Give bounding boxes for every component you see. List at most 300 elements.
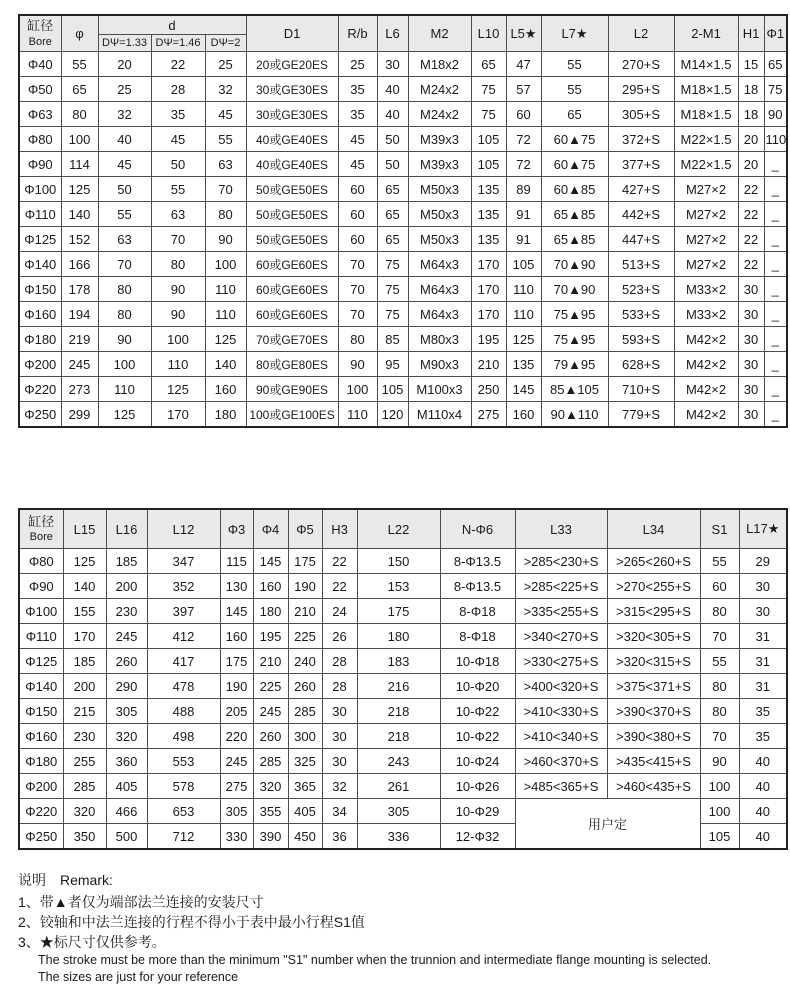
bore-cell: Φ180 xyxy=(19,327,61,352)
table-row xyxy=(19,574,787,599)
value-cell: 190 xyxy=(288,574,322,599)
value-cell: 95 xyxy=(377,352,408,377)
value-cell: M64x3 xyxy=(408,252,471,277)
value-cell: 498 xyxy=(147,724,220,749)
col-header-l15: L15 xyxy=(63,509,106,549)
value-cell: 325 xyxy=(288,749,322,774)
value-cell: 628+S xyxy=(608,352,674,377)
value-cell: _ xyxy=(764,352,787,377)
remark-english-2: The sizes are just for your reference xyxy=(38,970,239,984)
bore-cell: Φ80 xyxy=(19,127,61,152)
value-cell: 55 xyxy=(98,202,151,227)
value-cell: 170 xyxy=(471,302,506,327)
value-cell: 110 xyxy=(205,302,246,327)
bore-cell: Φ220 xyxy=(19,377,61,402)
value-cell: 295+S xyxy=(608,77,674,102)
value-cell: >320<315+S xyxy=(607,649,700,674)
col-header-d-psi-146: DΨ=1.46 xyxy=(151,35,205,52)
value-cell: 47 xyxy=(506,52,541,77)
value-cell: 110 xyxy=(506,277,541,302)
value-cell: 320 xyxy=(63,799,106,824)
value-cell: 170 xyxy=(151,402,205,428)
table-row xyxy=(19,202,787,227)
table-row xyxy=(19,774,787,799)
col-header-l17: L17★ xyxy=(739,509,787,549)
value-cell: 243 xyxy=(357,749,440,774)
value-cell: M24x2 xyxy=(408,77,471,102)
value-cell: 40或GE40ES xyxy=(246,127,338,152)
value-cell: 35 xyxy=(739,724,787,749)
value-cell: >485<365+S xyxy=(515,774,607,799)
value-cell: 60▲75 xyxy=(541,127,608,152)
table-row xyxy=(19,402,787,428)
value-cell: 65▲85 xyxy=(541,227,608,252)
table-row xyxy=(19,799,787,824)
value-cell: 30 xyxy=(739,599,787,624)
value-cell: 40或GE40ES xyxy=(246,152,338,177)
value-cell: M27×2 xyxy=(674,227,738,252)
value-cell: 90 xyxy=(205,227,246,252)
value-cell: 36 xyxy=(322,824,357,850)
col-header-h1: H1 xyxy=(738,15,764,52)
value-cell: 55 xyxy=(151,177,205,202)
value-cell: 180 xyxy=(205,402,246,428)
value-cell: 372+S xyxy=(608,127,674,152)
table-row xyxy=(19,549,787,574)
value-cell: 653 xyxy=(147,799,220,824)
value-cell: 261 xyxy=(357,774,440,799)
bore-cell: Φ100 xyxy=(19,599,63,624)
value-cell: 125 xyxy=(151,377,205,402)
value-cell: 185 xyxy=(63,649,106,674)
value-cell: 90 xyxy=(700,749,739,774)
value-cell: 50 xyxy=(377,127,408,152)
value-cell: 500 xyxy=(106,824,147,850)
value-cell: 245 xyxy=(253,699,288,724)
value-cell: 70▲90 xyxy=(541,252,608,277)
value-cell: >435<415+S xyxy=(607,749,700,774)
value-cell: 10-Φ20 xyxy=(440,674,515,699)
value-cell: _ xyxy=(764,277,787,302)
bore-cell: Φ90 xyxy=(19,574,63,599)
value-cell: 260 xyxy=(253,724,288,749)
value-cell: 45 xyxy=(338,127,377,152)
value-cell: 60▲75 xyxy=(541,152,608,177)
bore-cell: Φ140 xyxy=(19,674,63,699)
value-cell: M42×2 xyxy=(674,377,738,402)
value-cell: 65 xyxy=(764,52,787,77)
table-row xyxy=(19,377,787,402)
value-cell: 45 xyxy=(151,127,205,152)
value-cell: 70 xyxy=(205,177,246,202)
value-cell: 397 xyxy=(147,599,220,624)
col-header-h3: H3 xyxy=(322,509,357,549)
value-cell: 153 xyxy=(357,574,440,599)
value-cell: 8-Φ13.5 xyxy=(440,549,515,574)
value-cell: 110 xyxy=(764,127,787,152)
table-row xyxy=(19,352,787,377)
value-cell: 466 xyxy=(106,799,147,824)
value-cell: 70 xyxy=(98,252,151,277)
value-cell: 105 xyxy=(471,152,506,177)
value-cell: 135 xyxy=(471,227,506,252)
value-cell: 100 xyxy=(151,327,205,352)
value-cell: 478 xyxy=(147,674,220,699)
value-cell: M50x3 xyxy=(408,177,471,202)
remark-item-3: 3、★标尺寸仅供参考。 xyxy=(18,934,166,950)
value-cell: 216 xyxy=(357,674,440,699)
col-header-nphi6: N-Φ6 xyxy=(440,509,515,549)
value-cell: _ xyxy=(764,402,787,428)
value-cell: 110 xyxy=(506,302,541,327)
value-cell: M27×2 xyxy=(674,177,738,202)
value-cell: 320 xyxy=(253,774,288,799)
value-cell: 412 xyxy=(147,624,220,649)
table-row xyxy=(19,52,787,77)
value-cell: 32 xyxy=(98,102,151,127)
value-cell: 205 xyxy=(220,699,253,724)
value-cell: 45 xyxy=(205,102,246,127)
value-cell: 20 xyxy=(98,52,151,77)
value-cell: 140 xyxy=(63,574,106,599)
value-cell: 65 xyxy=(61,77,98,102)
bore-label-cn: 缸径 xyxy=(27,18,54,34)
col-header-l5: L5★ xyxy=(506,15,541,52)
value-cell: 305 xyxy=(357,799,440,824)
table-row xyxy=(19,749,787,774)
value-cell: 65 xyxy=(377,202,408,227)
value-cell: 80 xyxy=(338,327,377,352)
value-cell: 219 xyxy=(61,327,98,352)
value-cell: 275 xyxy=(220,774,253,799)
bore-label-en: Bore xyxy=(29,531,53,543)
value-cell: 35 xyxy=(338,102,377,127)
value-cell: 63 xyxy=(98,227,151,252)
value-cell: 45 xyxy=(338,152,377,177)
value-cell: 105 xyxy=(700,824,739,850)
table-row xyxy=(19,127,787,152)
value-cell: M27×2 xyxy=(674,252,738,277)
col-header-phi4: Φ4 xyxy=(253,509,288,549)
value-cell: 195 xyxy=(471,327,506,352)
value-cell: 32 xyxy=(322,774,357,799)
value-cell: 75 xyxy=(377,252,408,277)
table-row xyxy=(19,227,787,252)
value-cell: 190 xyxy=(220,674,253,699)
value-cell: 210 xyxy=(471,352,506,377)
value-cell: 240 xyxy=(288,649,322,674)
value-cell: 390 xyxy=(253,824,288,850)
value-cell: 150 xyxy=(357,549,440,574)
value-cell: 18 xyxy=(738,77,764,102)
value-cell: 75 xyxy=(471,102,506,127)
col-header-bore xyxy=(19,509,63,549)
value-cell: 60 xyxy=(338,202,377,227)
value-cell: 12-Φ32 xyxy=(440,824,515,850)
value-cell: 20 xyxy=(738,127,764,152)
col-header-d-psi-2: DΨ=2 xyxy=(205,35,246,52)
table-row xyxy=(19,327,787,352)
value-cell: 135 xyxy=(471,177,506,202)
value-cell: >460<435+S xyxy=(607,774,700,799)
value-cell: 273 xyxy=(61,377,98,402)
value-cell: 115 xyxy=(220,549,253,574)
value-cell: 60 xyxy=(506,102,541,127)
value-cell: 125 xyxy=(98,402,151,428)
value-cell: 91 xyxy=(506,227,541,252)
value-cell: 26 xyxy=(322,624,357,649)
value-cell: 8-Φ18 xyxy=(440,624,515,649)
value-cell: >400<320+S xyxy=(515,674,607,699)
table-row xyxy=(19,252,787,277)
value-cell: M42×2 xyxy=(674,327,738,352)
value-cell: 80 xyxy=(205,202,246,227)
value-cell: 40 xyxy=(98,127,151,152)
value-cell: 25 xyxy=(98,77,151,102)
value-cell: 22 xyxy=(738,177,764,202)
value-cell: 20或GE20ES xyxy=(246,52,338,77)
value-cell: 125 xyxy=(61,177,98,202)
value-cell: >390<380+S xyxy=(607,724,700,749)
value-cell: 28 xyxy=(322,649,357,674)
value-cell: M80x3 xyxy=(408,327,471,352)
table-row xyxy=(19,177,787,202)
value-cell: 215 xyxy=(63,699,106,724)
value-cell: 30 xyxy=(739,574,787,599)
table-row xyxy=(19,674,787,699)
bore-cell: Φ125 xyxy=(19,649,63,674)
value-cell: 80或GE80ES xyxy=(246,352,338,377)
value-cell: _ xyxy=(764,227,787,252)
value-cell: 10-Φ24 xyxy=(440,749,515,774)
col-header-l10: L10 xyxy=(471,15,506,52)
value-cell: 31 xyxy=(739,649,787,674)
value-cell: 75 xyxy=(471,77,506,102)
value-cell: >285<225+S xyxy=(515,574,607,599)
value-cell: 70 xyxy=(700,624,739,649)
value-cell: 305+S xyxy=(608,102,674,127)
value-cell: 70 xyxy=(700,724,739,749)
value-cell: 57 xyxy=(506,77,541,102)
value-cell: 55 xyxy=(700,549,739,574)
value-cell: 305 xyxy=(106,699,147,724)
value-cell: 10-Φ29 xyxy=(440,799,515,824)
value-cell: 352 xyxy=(147,574,220,599)
value-cell: 90 xyxy=(151,277,205,302)
value-cell: 63 xyxy=(151,202,205,227)
value-cell: 80 xyxy=(700,674,739,699)
value-cell: 175 xyxy=(288,549,322,574)
value-cell: 488 xyxy=(147,699,220,724)
value-cell: 125 xyxy=(205,327,246,352)
value-cell: 60或GE60ES xyxy=(246,252,338,277)
col-header-2m1: 2-M1 xyxy=(674,15,738,52)
value-cell: 245 xyxy=(61,352,98,377)
value-cell: 22 xyxy=(738,227,764,252)
value-cell: _ xyxy=(764,252,787,277)
value-cell: 32 xyxy=(205,77,246,102)
value-cell: 80 xyxy=(700,699,739,724)
value-cell: 91 xyxy=(506,202,541,227)
value-cell: 79▲95 xyxy=(541,352,608,377)
value-cell: 40 xyxy=(377,77,408,102)
col-header-l6: L6 xyxy=(377,15,408,52)
remarks-section xyxy=(18,870,778,986)
bore-cell: Φ200 xyxy=(19,352,61,377)
table-row xyxy=(19,302,787,327)
value-cell: 30 xyxy=(322,749,357,774)
value-cell: 80 xyxy=(700,599,739,624)
value-cell: 10-Φ26 xyxy=(440,774,515,799)
value-cell: >460<370+S xyxy=(515,749,607,774)
value-cell: 29 xyxy=(739,549,787,574)
value-cell: >375<371+S xyxy=(607,674,700,699)
bore-label-cn: 缸径 xyxy=(28,513,55,529)
col-header-d1: D1 xyxy=(246,15,338,52)
value-cell: 593+S xyxy=(608,327,674,352)
value-cell: 105 xyxy=(506,252,541,277)
col-header-l34: L34 xyxy=(607,509,700,549)
value-cell: 110 xyxy=(338,402,377,428)
value-cell: 160 xyxy=(253,574,288,599)
remark-item-1: 1、带▲者仅为端部法兰连接的安装尺寸 xyxy=(18,894,264,910)
bore-cell: Φ80 xyxy=(19,549,63,574)
value-cell: _ xyxy=(764,202,787,227)
bore-cell: Φ40 xyxy=(19,52,61,77)
table-top-body xyxy=(19,52,787,428)
value-cell: 28 xyxy=(322,674,357,699)
value-cell: 50 xyxy=(377,152,408,177)
table-row xyxy=(19,624,787,649)
value-cell: 90 xyxy=(98,327,151,352)
value-cell: 305 xyxy=(220,799,253,824)
value-cell: 230 xyxy=(106,599,147,624)
value-cell: 50 xyxy=(98,177,151,202)
value-cell: 100 xyxy=(338,377,377,402)
value-cell: 350 xyxy=(63,824,106,850)
value-cell: M110x4 xyxy=(408,402,471,428)
value-cell: 65 xyxy=(377,177,408,202)
value-cell: 210 xyxy=(253,649,288,674)
value-cell: 285 xyxy=(63,774,106,799)
value-cell: 230 xyxy=(63,724,106,749)
value-cell: 185 xyxy=(106,549,147,574)
value-cell: 22 xyxy=(738,252,764,277)
value-cell: 336 xyxy=(357,824,440,850)
value-cell: 80 xyxy=(98,277,151,302)
value-cell: 427+S xyxy=(608,177,674,202)
value-cell: 152 xyxy=(61,227,98,252)
value-cell: M64x3 xyxy=(408,302,471,327)
value-cell: 347 xyxy=(147,549,220,574)
value-cell: 125 xyxy=(506,327,541,352)
bore-cell: Φ90 xyxy=(19,152,61,177)
col-header-l2: L2 xyxy=(608,15,674,52)
value-cell: 24 xyxy=(322,599,357,624)
value-cell: 114 xyxy=(61,152,98,177)
value-cell: 355 xyxy=(253,799,288,824)
value-cell: 8-Φ13.5 xyxy=(440,574,515,599)
col-header-phi1: Φ1 xyxy=(764,15,787,52)
value-cell: 90 xyxy=(151,302,205,327)
value-cell: 70 xyxy=(338,277,377,302)
value-cell: 90 xyxy=(338,352,377,377)
value-cell: 330 xyxy=(220,824,253,850)
value-cell: 55 xyxy=(61,52,98,77)
value-cell: 447+S xyxy=(608,227,674,252)
value-cell: 30或GE30ES xyxy=(246,102,338,127)
value-cell: 450 xyxy=(288,824,322,850)
value-cell: _ xyxy=(764,302,787,327)
bore-cell: Φ220 xyxy=(19,799,63,824)
value-cell: M33×2 xyxy=(674,277,738,302)
value-cell: M50x3 xyxy=(408,202,471,227)
col-header-m2: M2 xyxy=(408,15,471,52)
value-cell: 135 xyxy=(506,352,541,377)
value-cell: 72 xyxy=(506,152,541,177)
dimensions-table-top xyxy=(18,14,788,428)
value-cell: 300 xyxy=(288,724,322,749)
value-cell: 100 xyxy=(61,127,98,152)
value-cell: >410<330+S xyxy=(515,699,607,724)
value-cell: 175 xyxy=(220,649,253,674)
value-cell: 320 xyxy=(106,724,147,749)
value-cell: 22 xyxy=(322,549,357,574)
value-cell: 145 xyxy=(506,377,541,402)
value-cell: M42×2 xyxy=(674,402,738,428)
value-cell: >265<260+S xyxy=(607,549,700,574)
value-cell: 110 xyxy=(151,352,205,377)
value-cell: 30 xyxy=(738,377,764,402)
value-cell: 40 xyxy=(739,774,787,799)
bore-cell: Φ150 xyxy=(19,699,63,724)
bore-cell: Φ50 xyxy=(19,77,61,102)
value-cell: 40 xyxy=(377,102,408,127)
value-cell: 145 xyxy=(220,599,253,624)
value-cell: 245 xyxy=(106,624,147,649)
value-cell: 160 xyxy=(220,624,253,649)
table-row xyxy=(19,102,787,127)
value-cell: 140 xyxy=(205,352,246,377)
value-cell: 194 xyxy=(61,302,98,327)
col-header-d-psi-133: DΨ=1.33 xyxy=(98,35,151,52)
value-cell: M18×1.5 xyxy=(674,77,738,102)
value-cell: 35 xyxy=(739,699,787,724)
remark-english-1: The stroke must be more than the minimum "S1" number when the trunnion and intermediate flange mounting is selected. xyxy=(38,953,712,967)
value-cell: M18x2 xyxy=(408,52,471,77)
value-cell: >320<305+S xyxy=(607,624,700,649)
value-cell: 70▲90 xyxy=(541,277,608,302)
value-cell: 170 xyxy=(471,277,506,302)
value-cell: 120 xyxy=(377,402,408,428)
value-cell: 170 xyxy=(471,252,506,277)
value-cell: 578 xyxy=(147,774,220,799)
value-cell: 105 xyxy=(377,377,408,402)
value-cell: 100或GE100ES xyxy=(246,402,338,428)
value-cell: 90▲110 xyxy=(541,402,608,428)
bore-cell: Φ140 xyxy=(19,252,61,277)
value-cell: 80 xyxy=(61,102,98,127)
value-cell: 245 xyxy=(220,749,253,774)
value-cell: 35 xyxy=(338,77,377,102)
value-cell: 299 xyxy=(61,402,98,428)
value-cell: 175 xyxy=(357,599,440,624)
bore-cell: Φ63 xyxy=(19,102,61,127)
dimensions-table-bottom xyxy=(18,508,788,850)
value-cell: _ xyxy=(764,177,787,202)
value-cell: M22×1.5 xyxy=(674,152,738,177)
value-cell: 31 xyxy=(739,674,787,699)
